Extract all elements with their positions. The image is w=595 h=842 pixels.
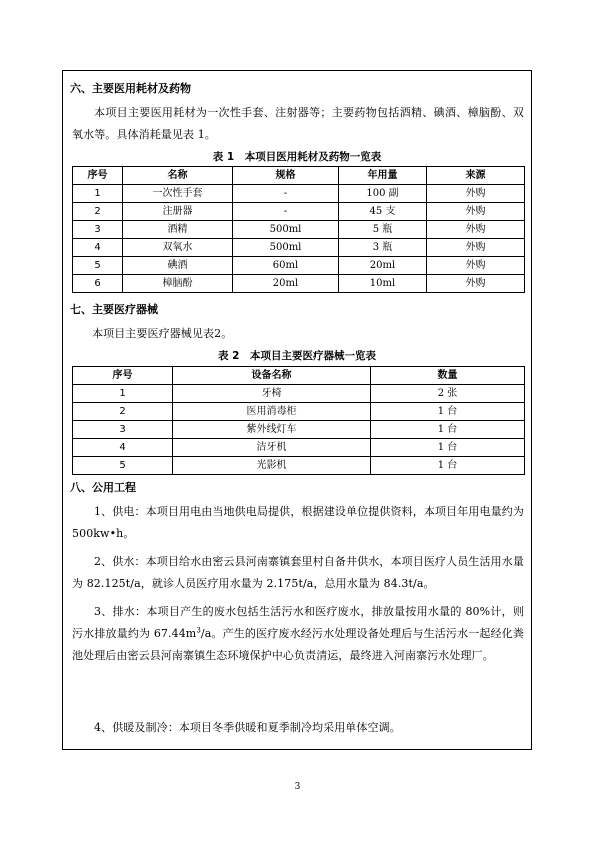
table-cell: 3 bbox=[73, 421, 173, 439]
table2-header-cell: 数量 bbox=[371, 367, 525, 385]
table-cell: 6 bbox=[73, 275, 123, 293]
table1-header-cell: 年用量 bbox=[339, 167, 427, 185]
table-row bbox=[73, 221, 525, 239]
table-cell: 3 bbox=[73, 221, 123, 239]
table2-header-row bbox=[73, 367, 525, 385]
table-cell: 外购 bbox=[427, 257, 525, 275]
table-cell: 60ml bbox=[233, 257, 339, 275]
table-cell: 双氧水 bbox=[123, 239, 233, 257]
table-cell: 外购 bbox=[427, 185, 525, 203]
drainage-unit-superscript: 3 bbox=[196, 626, 201, 635]
table-row bbox=[73, 421, 525, 439]
table-row bbox=[73, 257, 525, 275]
table-cell: 1 台 bbox=[371, 403, 525, 421]
table-cell: 一次性手套 bbox=[123, 185, 233, 203]
table-row bbox=[73, 275, 525, 293]
table-cell: 外购 bbox=[427, 239, 525, 257]
table-cell: 紫外线灯车 bbox=[173, 421, 371, 439]
table2-caption: 表 2 本项目主要医疗器械一览表 bbox=[218, 350, 376, 362]
section7-paragraph: 本项目主要医疗器械见表2。 bbox=[92, 327, 233, 340]
table-cell: 1 bbox=[73, 185, 123, 203]
table1-caption: 表 1 本项目医用耗材及药物一览表 bbox=[212, 151, 382, 163]
table-cell: 5 bbox=[73, 457, 173, 475]
table-cell: 4 bbox=[73, 239, 123, 257]
power-supply-paragraph: 1、供电：本项目用电由当地供电局提供，根据建设单位提供资料，本项目年用电量约为 500kw•h。 bbox=[72, 505, 524, 540]
table-row bbox=[73, 385, 525, 403]
table-cell: 10ml bbox=[339, 275, 427, 293]
table-cell: 1 bbox=[73, 385, 173, 403]
table1-header-row bbox=[73, 167, 525, 185]
section6-paragraph: 本项目主要医用耗材为一次性手套、注射器等；主要药物包括酒精、碘酒、樟脑酚、双氧水等。具体消耗量见表 1。 bbox=[72, 106, 524, 141]
drainage-paragraph bbox=[72, 601, 524, 667]
table2-header-cell: 设备名称 bbox=[173, 367, 371, 385]
table-cell: 牙椅 bbox=[173, 385, 371, 403]
table1-header-cell: 规格 bbox=[233, 167, 339, 185]
table-cell: 2 bbox=[73, 403, 173, 421]
table-cell: 500ml bbox=[233, 239, 339, 257]
section8-heading: 八、公用工程 bbox=[70, 481, 136, 494]
table-cell: 3 瓶 bbox=[339, 239, 427, 257]
table-cell: 注册器 bbox=[123, 203, 233, 221]
table-cell: 外购 bbox=[427, 203, 525, 221]
table-cell: 20ml bbox=[233, 275, 339, 293]
table1-header-cell: 名称 bbox=[123, 167, 233, 185]
heating-cooling-paragraph: 4、供暖及制冷：本项目冬季供暖和夏季制冷均采用单体空调。 bbox=[94, 721, 401, 734]
drainage-text-after: /a。产生的医疗废水经污水处理设备处理后与生活污水一起经化粪池处理后由密云县河南寨镇生态环境保护中心负责清运，最终进入河南寨污水处理厂。 bbox=[72, 627, 524, 662]
table-cell: 2 张 bbox=[371, 385, 525, 403]
page-number: 3 bbox=[294, 782, 301, 792]
table-row bbox=[73, 239, 525, 257]
section7-heading: 七、主要医疗器械 bbox=[70, 303, 158, 316]
table-cell: 5 bbox=[73, 257, 123, 275]
table-cell: 光影机 bbox=[173, 457, 371, 475]
table1 bbox=[72, 166, 525, 293]
section6-heading: 六、主要医用耗材及药物 bbox=[70, 82, 191, 95]
table-row bbox=[73, 185, 525, 203]
table-row bbox=[73, 457, 525, 475]
table-cell: 100 副 bbox=[339, 185, 427, 203]
table-cell: 洁牙机 bbox=[173, 439, 371, 457]
table1-header-cell: 序号 bbox=[73, 167, 123, 185]
table-cell: 45 支 bbox=[339, 203, 427, 221]
table-cell: 外购 bbox=[427, 221, 525, 239]
table-cell: 酒精 bbox=[123, 221, 233, 239]
table1-header-cell: 来源 bbox=[427, 167, 525, 185]
table-cell: - bbox=[233, 203, 339, 221]
table-cell: 1 台 bbox=[371, 421, 525, 439]
table-cell: 外购 bbox=[427, 275, 525, 293]
table-cell: - bbox=[233, 185, 339, 203]
table-cell: 1 台 bbox=[371, 457, 525, 475]
table-cell: 碘酒 bbox=[123, 257, 233, 275]
drainage-text-before: 3、排水：本项目产生的废水包括生活污水和医疗废水，排放量按用水量的 80%计，则污水排放量约为 67.44m bbox=[72, 605, 524, 640]
table-row bbox=[73, 403, 525, 421]
table-cell: 20ml bbox=[339, 257, 427, 275]
water-supply-paragraph: 2、供水：本项目给水由密云县河南寨镇套里村自备井供水，本项目医疗人员生活用水量为 82.125t/a，就诊人员医疗用水量为 2.175t/a，总用水量为 84.3t/a。 bbox=[72, 555, 524, 590]
table-cell: 5 瓶 bbox=[339, 221, 427, 239]
table2-header-cell: 序号 bbox=[73, 367, 173, 385]
table-cell: 樟脑酚 bbox=[123, 275, 233, 293]
table-row bbox=[73, 439, 525, 457]
table-cell: 500ml bbox=[233, 221, 339, 239]
table-cell: 医用消毒柜 bbox=[173, 403, 371, 421]
table2 bbox=[72, 366, 525, 475]
table-cell: 4 bbox=[73, 439, 173, 457]
table-cell: 2 bbox=[73, 203, 123, 221]
table-cell: 1 台 bbox=[371, 439, 525, 457]
table-row bbox=[73, 203, 525, 221]
